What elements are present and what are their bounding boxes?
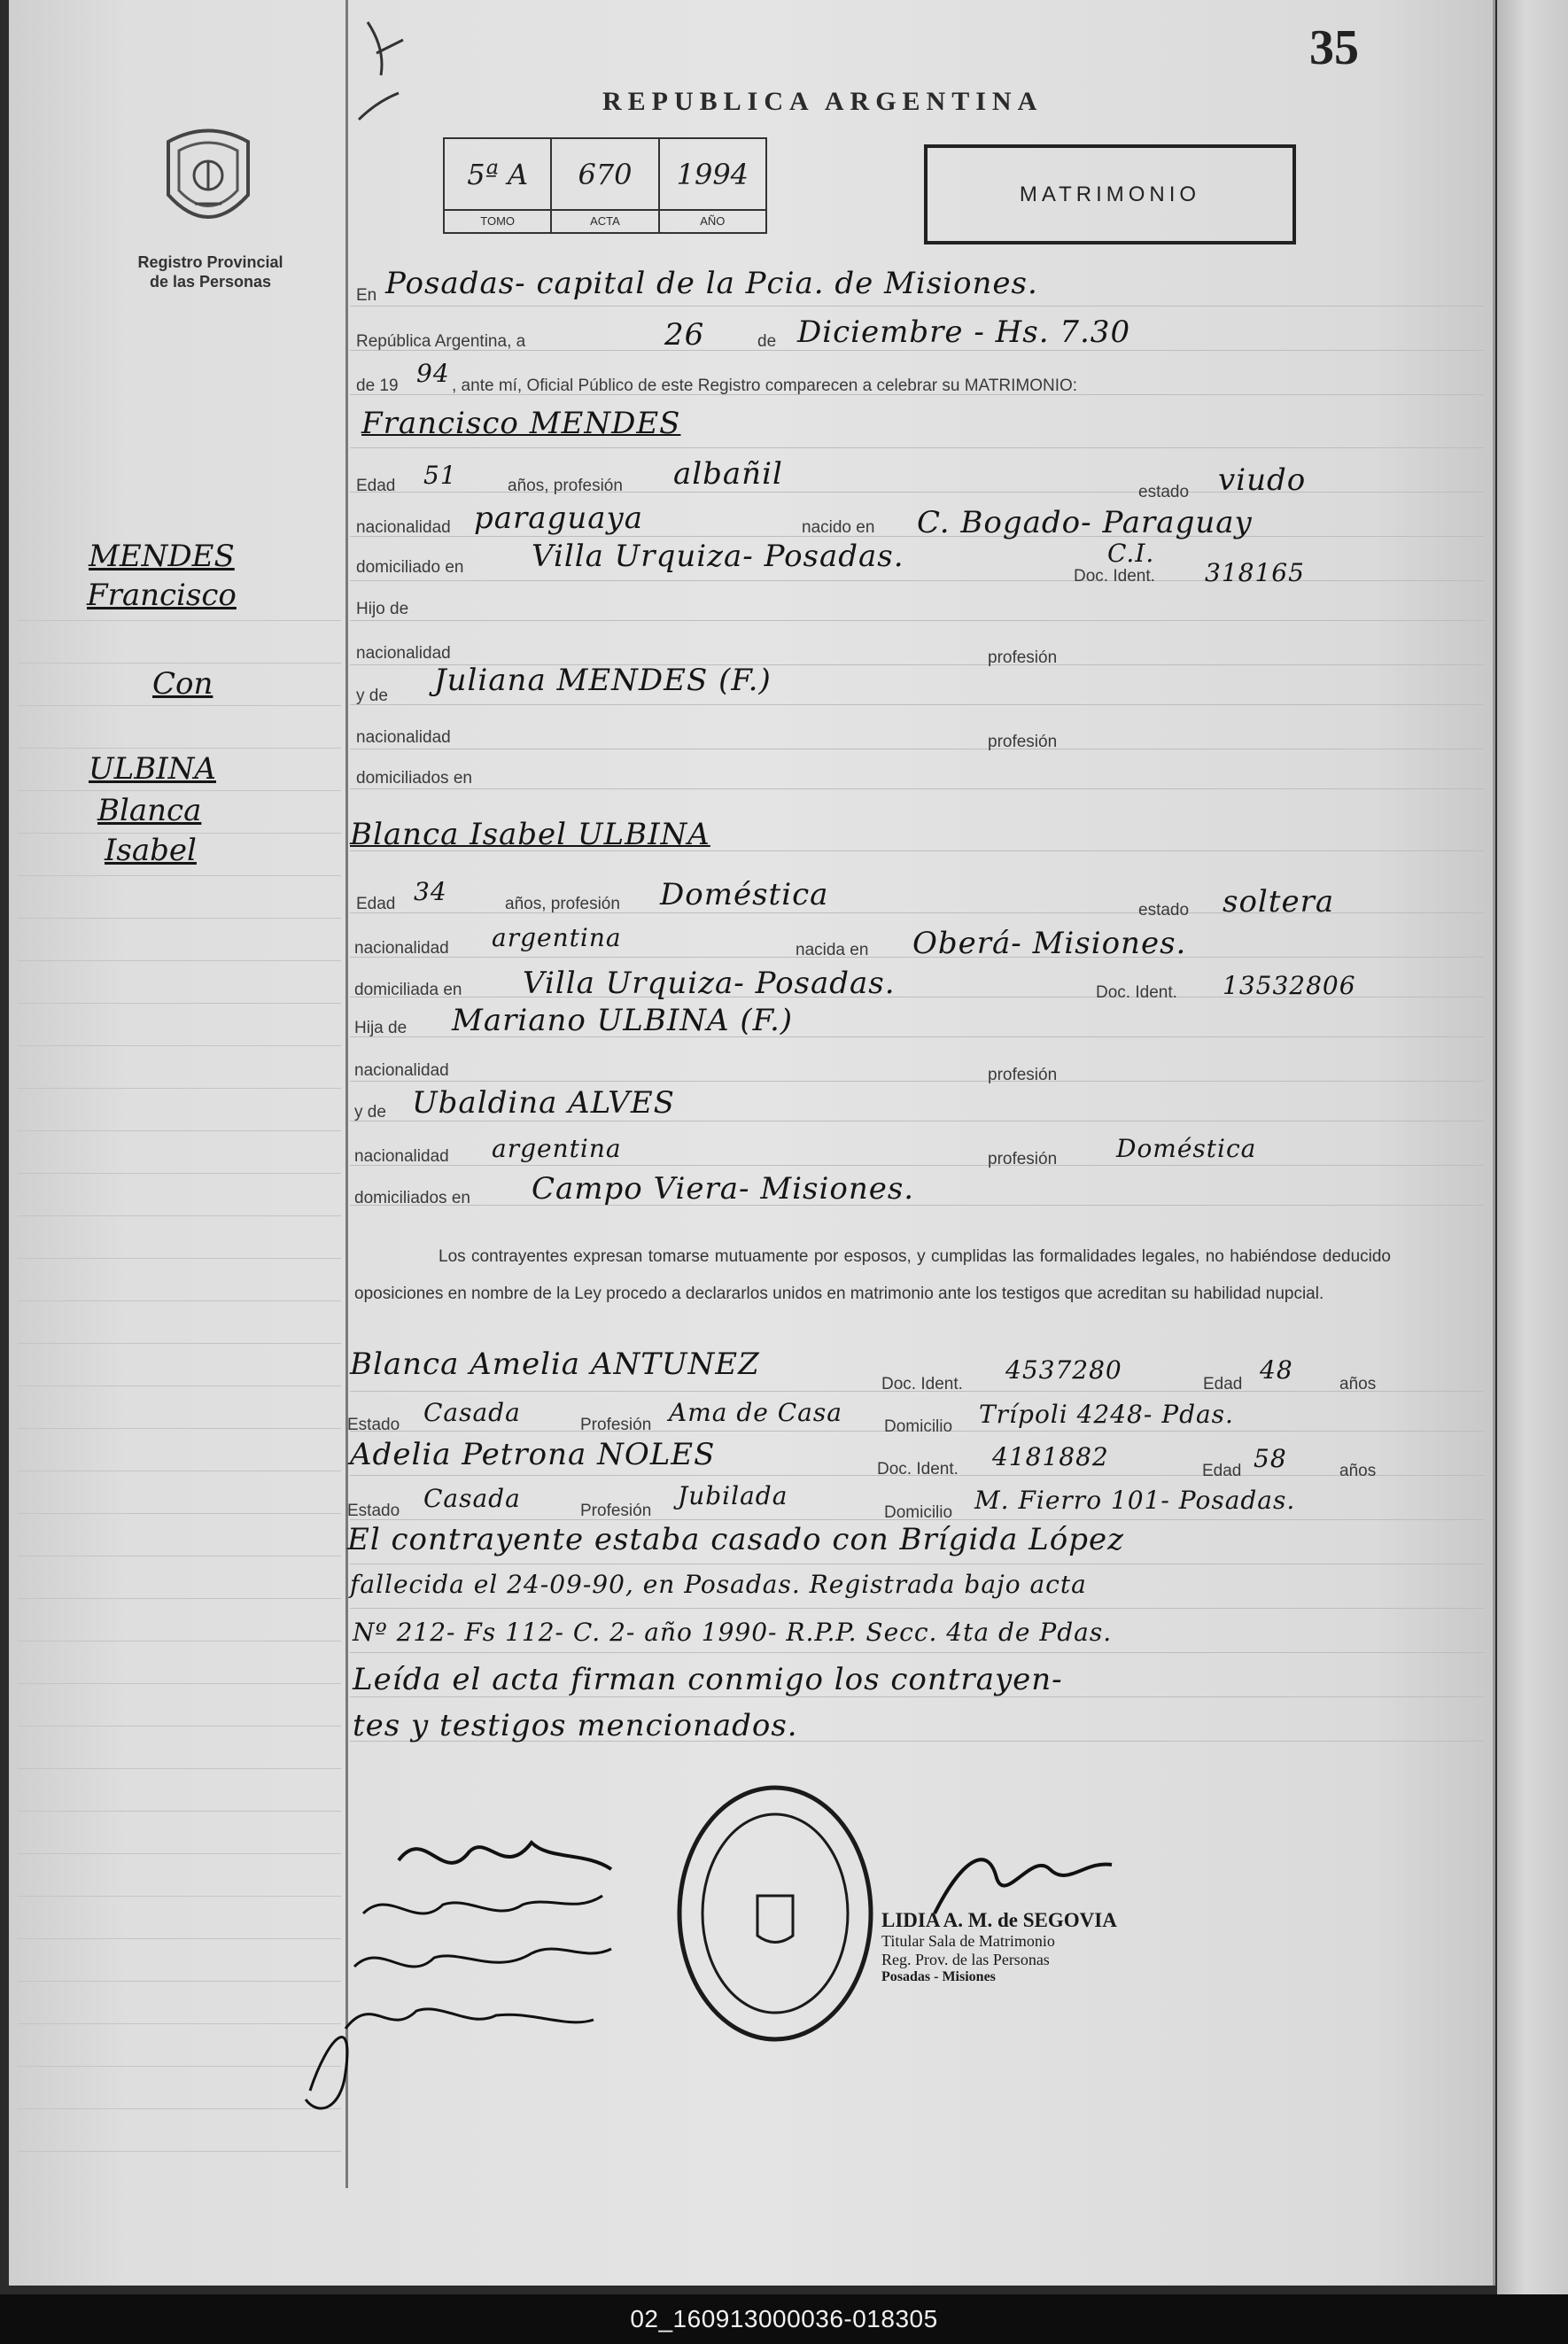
margin-ruled-line [18, 1768, 341, 1769]
groom-doc: 318165 [1205, 558, 1305, 587]
witness1-address: Trípoli 4248- Pdas. [979, 1400, 1234, 1429]
bride-mother-profession: Doméstica [1116, 1134, 1257, 1163]
margin-ruled-line [18, 1598, 341, 1599]
groom-profesion-label: años, profesión [508, 477, 623, 495]
margin-ruled-line [18, 663, 341, 664]
year-value: 1994 [676, 157, 749, 191]
bride-domiciliados-label: domiciliados en [354, 1189, 470, 1207]
witness1-age: 48 [1260, 1355, 1293, 1385]
groom-profession: albañil [673, 456, 783, 492]
caption-bar [0, 2294, 1568, 2344]
witness2-domicilio-label: Domicilio [884, 1503, 953, 1522]
act-type-box: MATRIMONIO [924, 144, 1296, 244]
note-line: El contrayente estaba casado con Brígida López [347, 1522, 1124, 1557]
witness1-doc-label: Doc. Ident. [881, 1375, 963, 1393]
witness2-age: 58 [1254, 1444, 1287, 1473]
page-number: 35 [1309, 20, 1359, 75]
groom-mother: Juliana MENDES (F.) [434, 663, 772, 698]
tomo-acta-box [443, 137, 767, 234]
margin-firstname-bride: Blanca [97, 793, 202, 828]
groom-estado-label: estado [1138, 483, 1190, 501]
bride-prof-label: profesión [988, 1066, 1058, 1084]
witness1-domicilio-label: Domicilio [884, 1417, 953, 1436]
groom-hijo-label: Hijo de [356, 600, 409, 618]
officer-stamp: LIDIA A. M. de SEGOVIA Titular Sala de Matrimonio Reg. Prov. de las Personas Posadas - Misiones [881, 1909, 1117, 1984]
margin-ruled-line [18, 705, 341, 706]
margin-ruled-line [18, 790, 341, 791]
bride-hija-label: Hija de [354, 1019, 408, 1037]
margin-ruled-line [18, 2151, 341, 2152]
groom-address: Villa Urquiza- Posadas. [532, 539, 904, 574]
bride-estado: soltera [1223, 884, 1335, 920]
year-label: AÑO [660, 209, 765, 232]
ruled-line [350, 620, 1484, 621]
margin-mark [350, 13, 430, 146]
groom-nacionalidad-label: nacionalidad [356, 518, 451, 537]
margin-ruled-line [18, 1513, 341, 1514]
witness2-doc: 4181882 [992, 1442, 1109, 1471]
margin-ruled-line [18, 1258, 341, 1259]
tomo-label: TOMO [445, 209, 550, 232]
margin-ruled-line [18, 1641, 341, 1642]
bride-birthplace: Oberá- Misiones. [912, 926, 1187, 961]
year-suffix: 94 [416, 359, 450, 388]
witness1-profession: Ama de Casa [669, 1398, 842, 1427]
margin-ruled-line [18, 1300, 341, 1301]
margin-ruled-line [18, 1003, 341, 1004]
ruled-line [350, 306, 1484, 307]
groom-age: 51 [423, 461, 457, 490]
witness2-address: M. Fierro 101- Posadas. [974, 1486, 1296, 1515]
note-line: tes y testigos mencionados. [353, 1708, 798, 1743]
note-line: Leída el acta firman conmigo los contrayen- [353, 1662, 1063, 1697]
bride-doc-label: Doc. Ident. [1096, 983, 1177, 1002]
groom-doc-label: Doc. Ident. [1074, 567, 1155, 586]
bride-age: 34 [414, 877, 447, 906]
ruled-line [350, 1608, 1484, 1609]
ruled-line [350, 447, 1484, 448]
acta-value: 670 [578, 157, 633, 191]
witness2-estado-label: Estado [347, 1502, 400, 1520]
bride-yde-label: y de [354, 1103, 386, 1122]
groom-nac3-label: nacionalidad [356, 728, 451, 747]
ruled-line [350, 1652, 1484, 1653]
signatures-image [292, 1807, 709, 2135]
bride-estado-label: estado [1138, 901, 1190, 920]
groom-nacido-label: nacido en [802, 518, 875, 537]
groom-prof-label: profesión [988, 648, 1058, 667]
bride-mother-nationality: argentina [492, 1134, 622, 1163]
witness2-anos-label: años [1339, 1462, 1377, 1480]
witness1-edad-label: Edad [1203, 1375, 1243, 1393]
bride-nacida-label: nacida en [796, 941, 869, 959]
provincial-seal-icon [159, 124, 257, 235]
file-caption: 02_160913000036-018305 [630, 2305, 938, 2332]
ruled-line [350, 1081, 1484, 1082]
bride-nationality: argentina [492, 923, 622, 952]
acta-label: ACTA [552, 209, 657, 232]
groom-edad-label: Edad [356, 477, 396, 495]
witness2-edad-label: Edad [1202, 1462, 1242, 1480]
en-label: En [356, 286, 377, 305]
groom-prof2-label: profesión [988, 733, 1058, 751]
de-label: de [757, 332, 777, 351]
bride-address: Villa Urquiza- Posadas. [523, 966, 896, 1001]
margin-ruled-line [18, 1045, 341, 1046]
groom-domiciliado-label: domiciliado en [356, 558, 464, 577]
margin-ruled-line [18, 1683, 341, 1684]
margin-ruled-line [18, 748, 341, 749]
bride-domiciliada-label: domiciliada en [354, 981, 462, 999]
marriage-statement: Los contrayentes expresan tomarse mutuamente por esposos, y cumplidas las formalidades legales, no habiéndose deducido oposiciones en nombre de la Ley procedo a declararlos unidos en matrimonio ante los testigos que acreditan su habilidad nupcial. [354, 1247, 1391, 1303]
margin-ruled-line [18, 875, 341, 876]
place-field: Posadas- capital de la Pcia. de Misiones. [385, 266, 1038, 301]
ruled-line [350, 1205, 1484, 1206]
republica-label: República Argentina, a [356, 332, 526, 351]
margin-ruled-line [18, 1343, 341, 1344]
witness1-anos-label: años [1339, 1375, 1377, 1393]
margin-firstname-groom: Francisco [87, 578, 237, 613]
ante-text: , ante mí, Oficial Público de este Registro comparecen a celebrar su MATRIMONIO: [452, 376, 1078, 395]
note-line: Nº 212- Fs 112- C. 2- año 1990- R.P.P. Secc. 4ta de Pdas. [353, 1618, 1113, 1647]
groom-domiciliados-label: domiciliados en [356, 769, 472, 788]
witness2-estado: Casada [423, 1484, 521, 1513]
witness2-profession: Jubilada [678, 1481, 788, 1510]
ruled-line [350, 580, 1484, 581]
witness1-profesion-label: Profesión [580, 1416, 652, 1434]
margin-ruled-line [18, 1130, 341, 1131]
groom-name: Francisco MENDES [361, 406, 681, 441]
margin-ruled-line [18, 960, 341, 961]
bride-profession: Doméstica [660, 877, 829, 912]
margin-middlename-bride: Isabel [105, 833, 197, 868]
tomo-value: 5ª A [467, 157, 529, 191]
groom-ci: C.I. [1107, 539, 1155, 568]
year-label-prefix: de 19 [356, 376, 399, 395]
page-edge [1497, 0, 1568, 2294]
margin-surname-bride: ULBINA [89, 751, 216, 787]
registry-name: Registro Provincial de las Personas [137, 253, 283, 291]
groom-estado: viudo [1218, 462, 1307, 498]
bride-nacionalidad-label: nacionalidad [354, 939, 449, 958]
ruled-line [350, 788, 1484, 789]
bride-parents-address: Campo Viera- Misiones. [532, 1171, 915, 1207]
groom-nationality: paraguaya [474, 501, 643, 536]
margin-ruled-line [18, 1088, 341, 1089]
margin-ruled-line [18, 1726, 341, 1727]
bride-nac2-label: nacionalidad [354, 1061, 449, 1080]
margin-ruled-line [18, 1215, 341, 1216]
ruled-line [350, 1121, 1484, 1122]
bride-father: Mariano ULBINA (F.) [452, 1003, 794, 1038]
margin-ruled-line [18, 1385, 341, 1386]
margin-ruled-line [18, 620, 341, 621]
witness2-profesion-label: Profesión [580, 1502, 652, 1520]
note-line: fallecida el 24-09-90, en Posadas. Registrada bajo acta [350, 1570, 1087, 1599]
bride-mother: Ubaldina ALVES [412, 1085, 675, 1121]
margin-ruled-line [18, 918, 341, 919]
witness2-name: Adelia Petrona NOLES [350, 1437, 716, 1472]
bride-profesion-label: años, profesión [505, 895, 620, 913]
margin-surname-groom: MENDES [89, 539, 235, 574]
groom-birthplace: C. Bogado- Paraguay [917, 505, 1253, 540]
bride-prof2-label: profesión [988, 1150, 1058, 1168]
witness1-name: Blanca Amelia ANTUNEZ [350, 1347, 760, 1382]
registry-stamp-icon [673, 1781, 877, 2046]
ruled-line [350, 1165, 1484, 1166]
day-field: 26 [664, 317, 705, 353]
bride-name: Blanca Isabel ULBINA [350, 817, 710, 852]
bride-edad-label: Edad [356, 895, 396, 913]
witness2-doc-label: Doc. Ident. [877, 1460, 959, 1479]
witness1-estado-label: Estado [347, 1416, 400, 1434]
groom-yde-label: y de [356, 687, 388, 705]
country-heading: REPUBLICA ARGENTINA [602, 87, 1044, 116]
witness1-estado: Casada [423, 1398, 521, 1427]
margin-ruled-line [18, 1428, 341, 1429]
groom-nac2-label: nacionalidad [356, 644, 451, 663]
bride-nac3-label: nacionalidad [354, 1147, 449, 1166]
margin-ruled-line [18, 1173, 341, 1174]
ruled-line [350, 704, 1484, 705]
witness1-doc: 4537280 [1005, 1355, 1122, 1385]
margin-con: Con [152, 666, 213, 702]
month-field: Diciembre - Hs. 7.30 [797, 314, 1131, 350]
bride-doc: 13532806 [1223, 971, 1356, 1000]
